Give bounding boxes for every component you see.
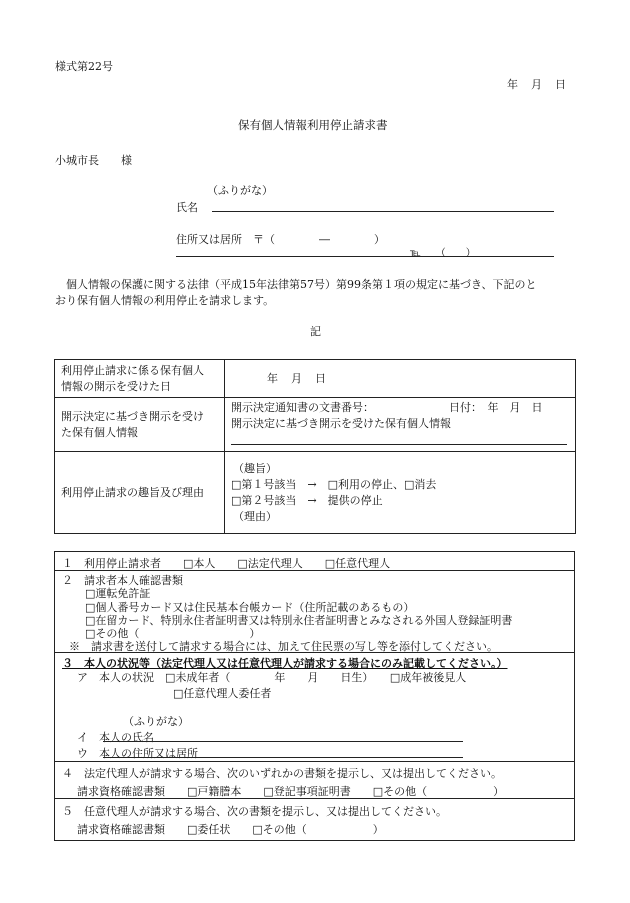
page-title: 保有個人情報利用停止請求書 [238, 118, 388, 132]
principal-name-label: イ 本人の氏名 [77, 731, 154, 744]
id-doc-license[interactable]: □運転免許証 [85, 587, 151, 600]
section2-note: ※ 請求書を送付して請求する場合には、加えて住民票の写し等を添付してください。 [69, 640, 498, 653]
furigana-label: （ふりがな） [207, 184, 273, 197]
address-field[interactable] [176, 256, 554, 257]
id-doc-mynumber[interactable]: □個人番号カード又は住民基本台帳カード（住所記載のあるもの） [85, 601, 415, 614]
section3-heading: ３ 本人の状況等（法定代理人又は任意代理人が請求する場合にのみ記載してください。） [62, 657, 508, 670]
name-label: 氏名 [176, 201, 198, 214]
section4-legal-rep: ４ 法定代理人が請求する場合、次のいずれかの書類を提示し、又は提出してください。 [62, 767, 502, 780]
principal-name-field[interactable] [103, 741, 463, 742]
section4-documents[interactable]: 請求資格確認書類 □戸籍謄本 □登記事項証明書 □その他（ ） [77, 785, 505, 798]
principal-status[interactable]: ア 本人の状況 □未成年者（ 年 月 日生） □成年被後見人 [77, 671, 467, 684]
address-label: 住所又は居所 〒（ ― ） [176, 233, 385, 246]
ki-label: 記 [310, 325, 321, 338]
purpose-reason-label: 利用停止請求の趣旨及び理由 [55, 452, 225, 534]
name-field[interactable] [212, 211, 554, 212]
disclosed-info-label: 開示決定に基づき開示を受け た保有個人情報 [55, 398, 225, 452]
section1-requester[interactable]: １ 利用停止請求者 □本人 □法定代理人 □任意代理人 [62, 557, 391, 570]
disclosure-date-value[interactable]: 年 月 日 [225, 360, 576, 398]
body-text-line2: おり保有個人情報の利用停止を請求します。 [55, 294, 275, 307]
principal-furigana: （ふりがな） [123, 715, 189, 728]
body-text-line1: 個人情報の保護に関する法律（平成15年法律第57号）第99条第１項の規定に基づき、下記のと [66, 278, 537, 291]
tel-label: ℡ （ ） [410, 248, 476, 259]
section2-heading: ２ 請求者本人確認書類 [62, 574, 183, 587]
date-line: 年 月 日 [507, 78, 567, 91]
disclosed-info-value[interactable]: 開示決定通知書の文書番号： 日付： 年 月 日 開示決定に基づき開示を受けた保有個人情報 [225, 398, 576, 452]
form-number: 様式第22号 [55, 60, 113, 73]
section5-documents[interactable]: 請求資格確認書類 □委任状 □その他（ ） [77, 823, 384, 836]
principal-status-delegator[interactable]: □任意代理人委任者 [173, 687, 272, 700]
principal-address-label: ウ 本人の住所又は居所 [77, 747, 198, 760]
principal-address-field[interactable] [103, 757, 463, 758]
id-doc-other[interactable]: □その他（ ） [85, 627, 261, 640]
id-doc-residence-card[interactable]: □在留カード、特別永住者証明書又は特別永住者証明書とみなされる外国人登録証明書 [85, 614, 513, 627]
request-detail-table [54, 359, 576, 534]
section5-proxy: ５ 任意代理人が請求する場合、次の書類を提示し、又は提出してください。 [62, 805, 447, 818]
addressee: 小城市長 様 [55, 154, 132, 167]
disclosure-date-label: 利用停止請求に係る保有個人 情報の開示を受けた日 [55, 360, 225, 398]
purpose-reason-value[interactable]: （趣旨） □第１号該当 → □利用の停止、□消去 □第２号該当 → 提供の停止 （理由） [225, 452, 576, 534]
requester-info-box [54, 551, 575, 841]
